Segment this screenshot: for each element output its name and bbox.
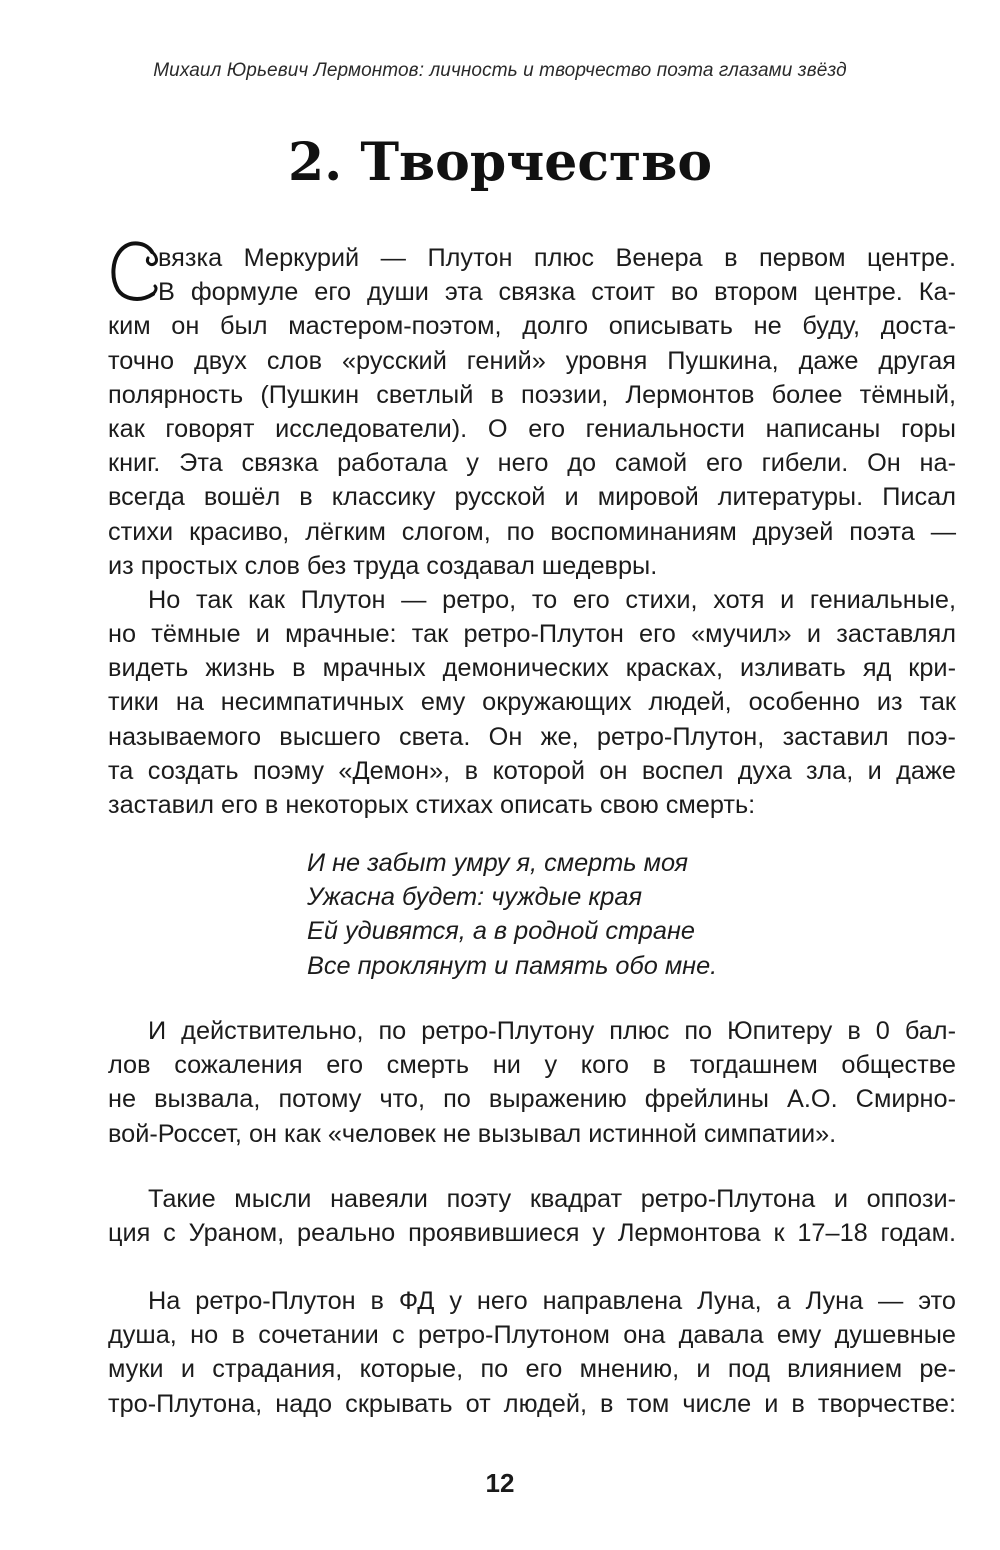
text-line: из простых слов без труда создавал шедевры.	[108, 551, 658, 580]
poem-line: Ей удивятся, а в родной стране	[307, 917, 695, 946]
text-line: книг. Эта связка работала у него до самой его гибели. Он на-	[108, 449, 956, 478]
paragraph-5	[108, 1284, 956, 1421]
poem-line: Все проклянут и память обо мне.	[307, 951, 718, 980]
text-line: душа, но в сочетании с ретро-Плутоном она давала ему душевные	[108, 1321, 956, 1350]
text-line: всегда вошёл в классику русской и мировой литературы. Писал	[108, 483, 956, 512]
text-line: На ретро-Плутон в ФД у него направлена Луна, а Луна — это	[148, 1287, 956, 1315]
paragraph-3	[108, 1014, 956, 1151]
text-line: стихи красиво, лёгким слогом, по воспоминаниям друзей поэта —	[108, 517, 956, 546]
text-line: Такие мысли навеяли поэту квадрат ретро-Плутона и оппози-	[148, 1185, 956, 1213]
text-line: ким он был мастером-поэтом, долго описывать не буду, доста-	[108, 312, 956, 341]
paragraph-4	[108, 1182, 956, 1250]
text-line: И действительно, по ретро-Плутону плюс по Юпитеру в 0 бал-	[148, 1017, 956, 1045]
text-line: муки и страдания, которые, по его мнению, и под влиянием ре-	[108, 1355, 956, 1384]
text-line: но тёмные и мрачные: так ретро-Плутон его «мучил» и заставлял	[108, 620, 956, 649]
text-line: лов сожаления его смерть ни у кого в тогдашнем обществе	[108, 1051, 956, 1080]
text-line: вязка Меркурий — Плутон плюс Венера в первом центре.	[158, 244, 956, 272]
chapter-title: 2. Творчество	[287, 132, 713, 193]
text-line: вой-Россет, он как «человек не вызывал истинной симпатии».	[108, 1119, 837, 1148]
text-line: видеть жизнь в мрачных демонических красках, изливать яд кри-	[108, 654, 956, 683]
paragraph-1	[108, 241, 956, 822]
text-line: В формуле его души эта связка стоит во втором центре. Ка-	[158, 278, 956, 307]
poem-quote	[307, 846, 717, 983]
page-number: 12	[485, 1468, 515, 1498]
text-line: тро-Плутона, надо скрывать от людей, в том числе и в творчестве:	[108, 1389, 956, 1418]
text-line: ция с Ураном, реально проявившиеся у Лермонтова к 17–18 годам.	[108, 1219, 956, 1248]
text-line: точно двух слов «русский гений» уровня Пушкина, даже другая	[108, 346, 956, 375]
text-line: та создать поэму «Демон», в которой он воспел духа зла, и даже	[108, 756, 956, 785]
text-line: как говорят исследователи). О его гениальности написаны горы	[108, 414, 956, 443]
text-line: называемого высшего света. Он же, ретро-Плутон, заставил поэ-	[108, 722, 956, 751]
text-line: не вызвала, потому что, по выражению фрейлины А.О. Смирно-	[108, 1085, 956, 1114]
poem-line: Ужасна будет: чуждые края	[307, 883, 642, 912]
text-line: тики на несимпатичных ему окружающих людей, особенно из так	[108, 688, 956, 717]
poem-line: И не забыт умру я, смерть моя	[307, 849, 688, 877]
running-head: Михаил Юрьевич Лермонтов: личность и творчество поэта глазами звёзд	[153, 60, 847, 81]
text-line: полярность (Пушкин светлый в поэзии, Лермонтов более тёмный,	[108, 380, 956, 409]
text-line: Но так как Плутон — ретро, то его стихи, хотя и гениальные,	[148, 585, 956, 614]
text-line: заставил его в некоторых стихах описать свою смерть:	[108, 791, 756, 819]
